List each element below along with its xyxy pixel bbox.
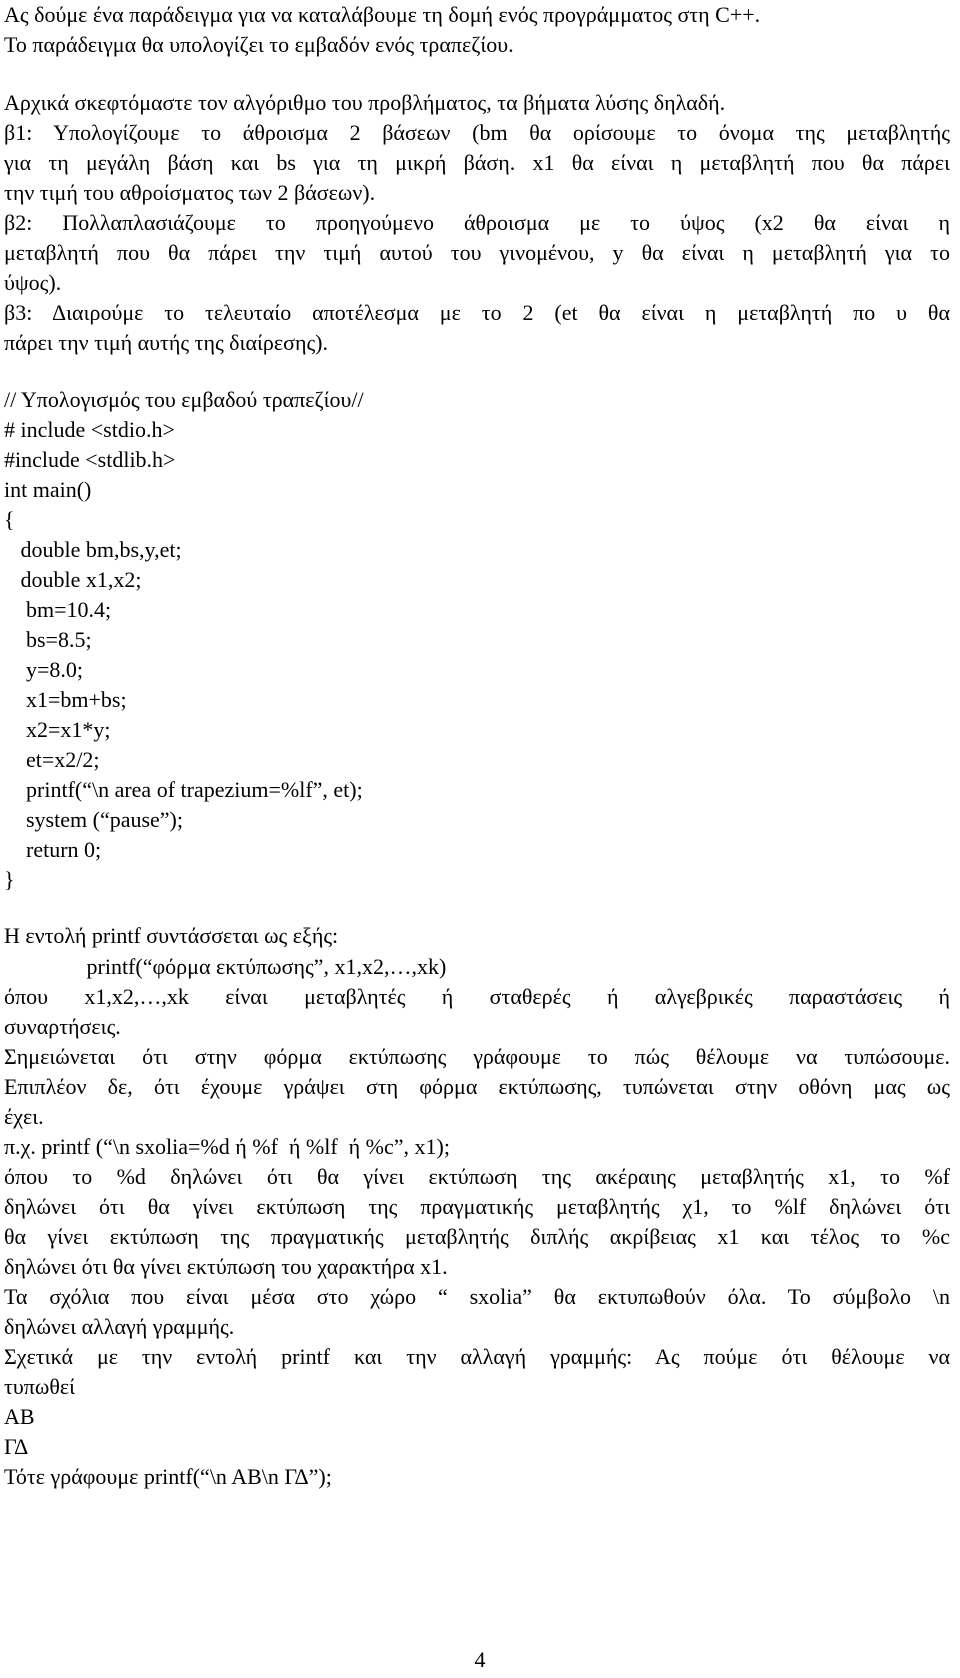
explanation-line: Επιπλέον δε, ότι έχουμε γράψει στη φόρμα εκτύπωσης, τυπώνεται στην οθόνη μας ως <box>4 1074 950 1099</box>
intro-line: Το παράδειγμα θα υπολογίζει το εμβαδόν ενός τραπεζίου. <box>4 32 514 57</box>
explanation-line: Σχετικά με την εντολή printf και την αλλαγή γραμμής: Ας πούμε ότι θέλουμε να <box>4 1344 950 1369</box>
example-output-line: ΓΔ <box>4 1434 29 1459</box>
explanation-line: Τότε γράφουμε printf(“\n AB\n ΓΔ”); <box>4 1464 332 1489</box>
code-line: } <box>4 867 15 892</box>
printf-syntax-line: printf(“φόρμα εκτύπωσης”, x1,x2,…,xk) <box>4 954 447 979</box>
algorithm-step-line: την τιμή του αθροίσματος των 2 βάσεων). <box>4 180 376 205</box>
code-line: system (“pause”); <box>4 807 183 832</box>
intro-line: Ας δούμε ένα παράδειγμα για να καταλάβουμε τη δομή ενός προγράμματος στη C++. <box>4 2 761 27</box>
code-line: printf(“\n area of trapezium=%lf”, et); <box>4 777 363 802</box>
example-output-line: ΑΒ <box>4 1404 35 1429</box>
code-line: double x1,x2; <box>4 567 142 592</box>
explanation-line: δηλώνει αλλαγή γραμμής. <box>4 1314 235 1339</box>
code-line: x1=bm+bs; <box>4 687 127 712</box>
algorithm-step-line: πάρει την τιμή αυτής της διαίρεσης). <box>4 330 329 355</box>
code-line: et=x2/2; <box>4 747 100 772</box>
code-line: return 0; <box>4 837 102 862</box>
explanation-line: δηλώνει ότι θα γίνει εκτύπωση της πραγματικής μεταβλητής χ1, το %lf δηλώνει ότι <box>4 1194 950 1219</box>
code-line: y=8.0; <box>4 657 84 682</box>
algorithm-step-line: β1: Υπολογίζουμε το άθροισμα 2 βάσεων (bm θα ορίσουμε το όνομα της μεταβλητής <box>4 120 950 145</box>
explanation-line: τυπωθεί <box>4 1374 76 1399</box>
code-line: bm=10.4; <box>4 597 112 622</box>
document-page <box>4 0 956 1678</box>
algorithm-step-line: μεταβλητή που θα πάρει την τιμή αυτού του γινομένου, y θα είναι η μεταβλητή για το <box>4 240 950 265</box>
code-comment-line: // Υπολογισμός του εμβαδού τραπεζίου// <box>4 387 364 412</box>
code-line: #include <stdlib.h> <box>4 447 176 472</box>
code-line: # include <stdio.h> <box>4 417 175 442</box>
explanation-line: όπου x1,x2,…,xk είναι μεταβλητές ή σταθερές ή αλγεβρικές παραστάσεις ή <box>4 984 950 1009</box>
explanation-line: Η εντολή printf συντάσσεται ως εξής: <box>4 923 339 948</box>
explanation-line: συναρτήσεις. <box>4 1014 121 1039</box>
explanation-line: δηλώνει ότι θα γίνει εκτύπωση του χαρακτήρα x1. <box>4 1254 448 1279</box>
page-number: 4 <box>474 1647 486 1672</box>
algorithm-step-line: ύψος). <box>4 270 62 295</box>
code-line: { <box>4 507 15 532</box>
code-line: x2=x1*y; <box>4 717 111 742</box>
example-line: π.χ. printf (“\n sxolia=%d ή %f ή %lf ή %c”, x1); <box>4 1134 450 1159</box>
explanation-line: έχει. <box>4 1104 44 1129</box>
explanation-line: Τα σχόλια που είναι μέσα στο χώρο “ sxolia” θα εκτυπωθούν όλα. Το σύμβολο \n <box>4 1284 950 1309</box>
algorithm-step-line: β3: Διαιρούμε το τελευταίο αποτέλεσμα με το 2 (et θα είναι η μεταβλητή πο υ θα <box>4 300 950 325</box>
algorithm-step-line: για τη μεγάλη βάση και bs για τη μικρή βάση. x1 θα είναι η μεταβλητή που θα πάρει <box>4 150 950 175</box>
algorithm-heading: Αρχικά σκεφτόμαστε τον αλγόριθμο του προβλήματος, τα βήματα λύσης δηλαδή. <box>4 90 726 115</box>
explanation-line: Σημειώνεται ότι στην φόρμα εκτύπωσης γράφουμε το πώς θέλουμε να τυπώσουμε. <box>4 1044 950 1069</box>
algorithm-step-line: β2: Πολλαπλασιάζουμε το προηγούμενο άθροισμα με το ύψος (x2 θα είναι η <box>4 210 950 235</box>
code-line: int main() <box>4 477 92 502</box>
code-line: bs=8.5; <box>4 627 92 652</box>
explanation-line: θα γίνει εκτύπωση της πραγματικής μεταβλητής διπλής ακρίβειας x1 και τέλος το %c <box>4 1224 950 1249</box>
code-line: double bm,bs,y,et; <box>4 537 182 562</box>
explanation-line: όπου το %d δηλώνει ότι θα γίνει εκτύπωση της ακέραιης μεταβλητής x1, το %f <box>4 1164 950 1189</box>
